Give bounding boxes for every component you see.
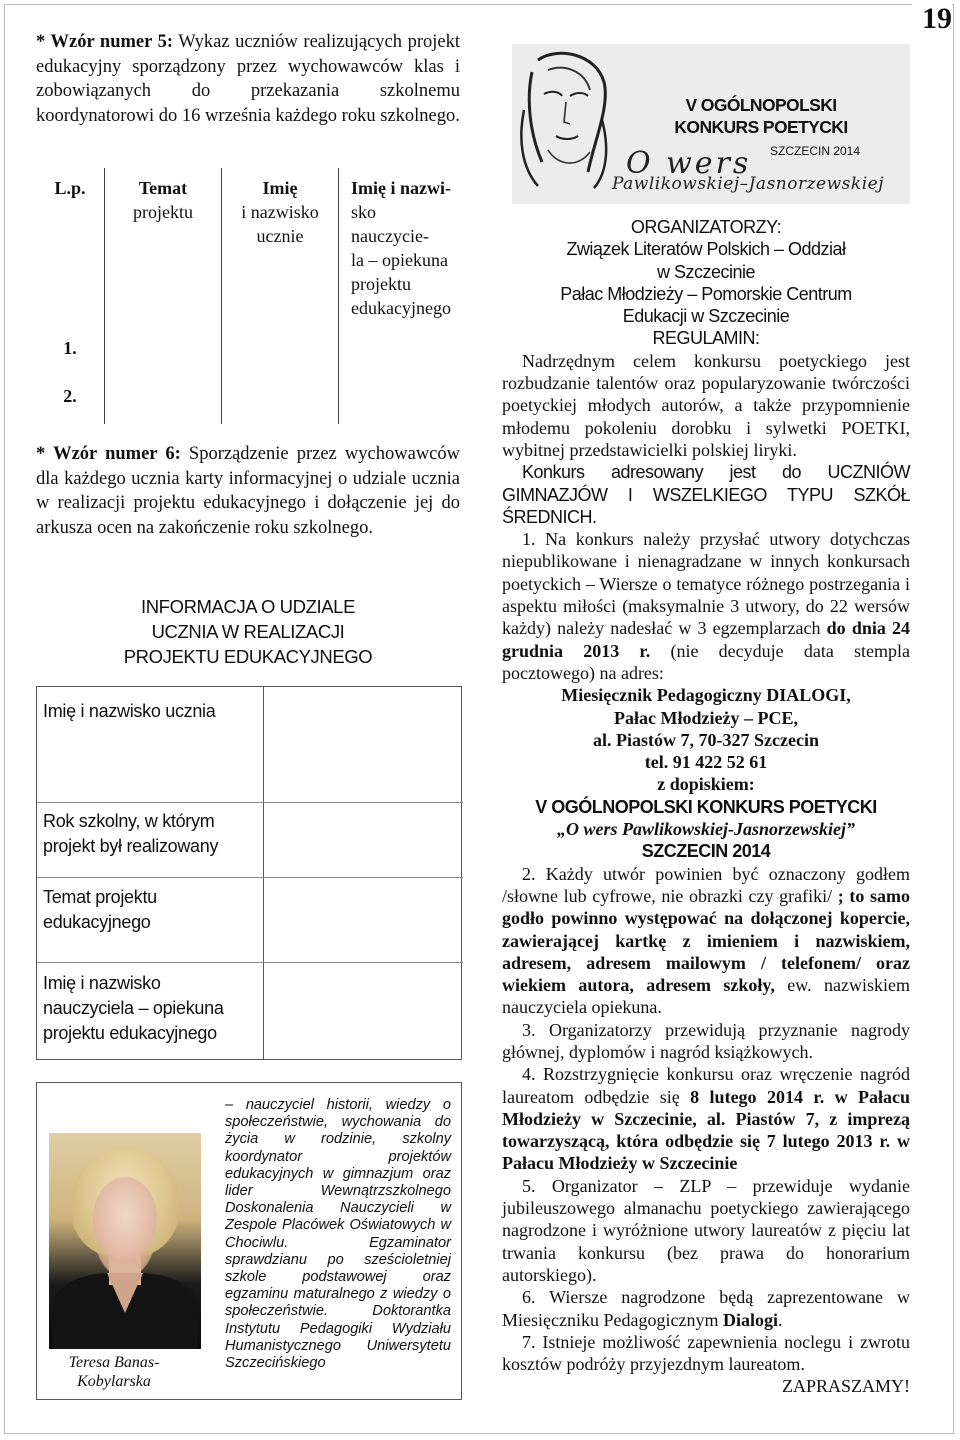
rules-point-3: 3. Organizatorzy przewidują przyznanie nagrody głównej, dyplomów i nagród książkowych. <box>502 1019 910 1062</box>
rules-point-4: 4. Rozstrzygnięcie konkursu oraz wręczenie nagród laureatom odbędzie się 8 lutego 2014 r. w Pałacu Młodzieży w Szczecinie, al. Piastów 7, z imprezą towarzyszącą, która odbędzie się 7 lutego 2013 r. w Pałacu Młodzieży w Szczecinie <box>502 1064 911 1174</box>
rules-point-1: 1. Na konkurs należy przysłać utwory dotychczas niepublikowane i nienagradzane w innych konkursach poetyckich – Wiersze o tematyce różnego postrzegania i aspektu miłości (maksymalnie 3 utwory, do 22 wersów każdy) należy nadesłać w 3 egzemplarzach do dnia 24 grudnia 2013 r. (nie decyduje data stempla pocztowego) na adres: <box>502 529 910 683</box>
organizer-1: Związek Literatów Polskich – Oddział w Szczecinie <box>566 239 846 282</box>
table-row <box>36 328 460 376</box>
rules-point-5: 5. Organizator – ZLP – przewiduje wydanie jubileuszowego almanachu poetyckiego zawierającego nagrodzone i wyróżnione utwory laureatów z pięciu lat trwania konkursu (bez prawa do honorarium autorskiego). <box>502 1175 910 1285</box>
organizer-2: Pałac Młodzieży – Pomorskie Centrum Edukacji w Szczecinie <box>560 283 852 327</box>
student-list-table <box>36 168 460 424</box>
info-form-title: INFORMACJA O UDZIALE UCZNIA W REALIZACJI PROJEKTU EDUKACYJNEGO <box>123 596 373 667</box>
header-lp: L.p. <box>54 178 86 198</box>
row-number: 2. <box>63 386 77 406</box>
form-divider <box>263 687 264 1059</box>
author-box <box>36 1082 462 1400</box>
contest-header-city: SZCZECIN 2014 <box>769 144 861 158</box>
contest-rules <box>502 216 910 1398</box>
closing: ZAPRASZAMY! <box>781 1376 910 1397</box>
author-name: Teresa Banas- Kobylarska <box>68 1354 160 1390</box>
header-student-name: Imię i nazwisko ucznie <box>222 168 339 328</box>
form-field-student: Imię i nazwisko ucznia <box>43 701 216 721</box>
contest-logo: O wers Pawlikowskiej–Jasnorzewskiej <box>612 146 884 194</box>
table-header-row <box>36 168 460 328</box>
rules-point-6: 6. Wiersze nagrodzone będą zaprezentowane w Miesięczniku Pedagogicznym Dialogi. <box>502 1287 910 1330</box>
wzor6-paragraph <box>36 442 460 540</box>
wzor6-text: Sporządzenie przez wychowawców dla każdego ucznia karty informacyjnej o udziale ucznia w realizacji projektu edukacyjnego i dołączenie jej do arkusza ocen na zakończenie roku szkolnego. <box>36 444 460 538</box>
regulamin-label: REGULAMIN: <box>652 328 760 349</box>
form-field-topic: Temat projektu edukacyjnego <box>43 887 157 932</box>
wzor5-text: Wykaz uczniów realizujących projekt edukacyjny sporządzony przez wychowawców klas i zobowiązanych do przekazania szkolnemu koordynatorowi do 16 września każdego roku szkolnego. <box>36 32 460 126</box>
form-line <box>37 802 463 803</box>
form-field-teacher: Imię i nazwisko nauczyciela – opiekuna projektu edukacyjnego <box>43 973 224 1043</box>
rules-intro: Nadrzędnym celem konkursu poetyckiego jest rozbudzanie talentów oraz popularyzowanie twórczości poetyckiej młodych autorów, a także przypomnienie młodemu pokoleniu dorobku i sylwetki POETKI, wybitnej przedstawicielki polskiej liryki. <box>502 350 910 460</box>
header-topic: Temat projektu <box>105 168 222 328</box>
contest-address: Miesięcznik Pedagogiczny DIALOGI, Pałac Młodzieży – PCE, al. Piastów 7, 70-327 Szczecin tel. 91 422 52 61 z dopiskiem: V OGÓLNOPOLSKI KONKURS POETYCKI „O wers Pawlikowskiej-Jasnorzewskiej” SZCZECIN 2014 <box>535 685 877 862</box>
form-line <box>37 962 463 963</box>
row-number: 1. <box>63 338 77 358</box>
wzor5-label: * Wzór numer 5: <box>36 32 174 52</box>
form-line <box>37 877 463 878</box>
contest-header-title: V OGÓLNOPOLSKI KONKURS POETYCKI <box>674 95 848 137</box>
rules-audience: Konkurs adresowany jest do UCZNIÓW GIMNAZJÓW I WSZELKIEGO TYPU SZKÓŁ ŚREDNICH. <box>502 462 910 527</box>
header-teacher-name: Imię i nazwi- sko nauczycie- la – opiekuna projektu edukacyjnego <box>339 168 461 328</box>
form-field-school-year: Rok szkolny, w którym projekt był realizowany <box>43 811 219 856</box>
table-row <box>36 376 460 424</box>
organizers-label: ORGANIZATORZY: <box>630 217 782 237</box>
page-number: 19 <box>912 2 952 36</box>
rules-point-2: 2. Każdy utwór powinien być oznaczony godłem /słowne lub cyfrowe, nie obrazki czy grafiki/ ; to samo godło powinno występować na dołączonej kopercie, zawierającej kartkę z imieniem i nazwiskiem, adresem, adresem mailowym / telefonem/ oraz wiekiem autora, adresem szkoły, ew. nazwiskiem nauczyciela opiekuna. <box>502 863 911 1018</box>
wzor5-paragraph <box>36 30 460 128</box>
author-photo <box>49 1133 201 1349</box>
rules-point-7: 7. Istnieje możliwość zapewnienia noclegu i zwrotu kosztów podróży przyjezdnym laureatom. <box>502 1331 910 1375</box>
info-form <box>36 686 462 1060</box>
wzor6-label: * Wzór numer 6: <box>36 444 181 464</box>
author-bio: – nauczyciel historii, wiedzy o społeczeństwie, wychowania do życia w rodzinie, szkolny koordynator projektów edukacyjnych w gimnazjum oraz lider Wewnątrzszkolnego Doskonalenia Nauczycieli w Zespole Placówek Oświatowych w Chociwlu. Egzaminator sprawdzianu po sześcioletniej szkole podstawowej oraz egzaminu maturalnego z wiedzy o społeczeństwie. Doktorantka Instytutu Pedagogiki Wydziału Humanistycznego Uniwersytetu Szczecińskiego <box>225 1097 451 1372</box>
